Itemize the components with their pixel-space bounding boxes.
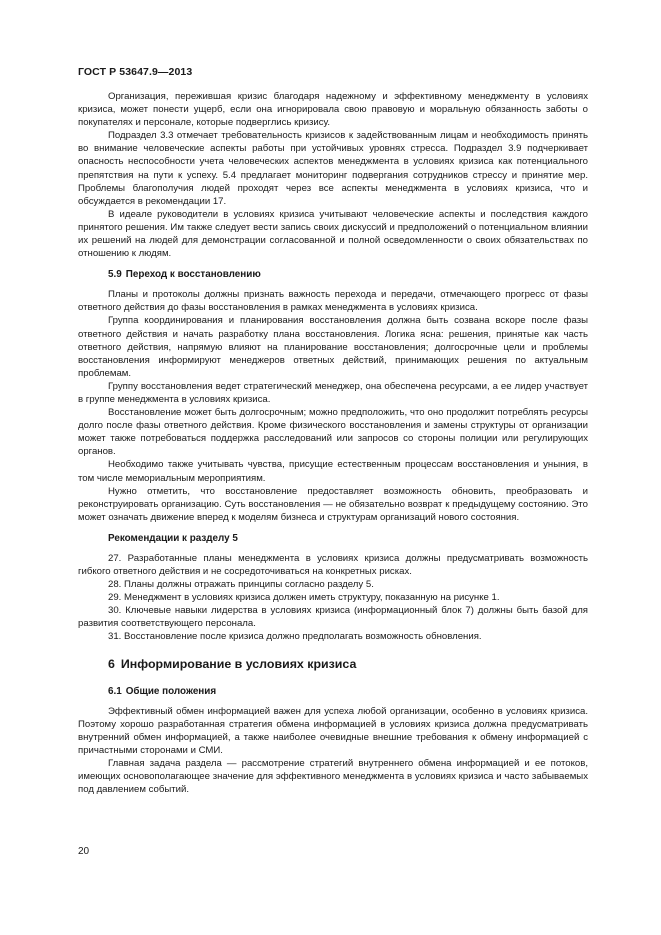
section-heading bbox=[78, 657, 588, 672]
paragraph: 29. Менеджмент в условиях кризиса должен иметь структуру, показанную на рисунке 1. bbox=[108, 592, 500, 604]
page-number: 20 bbox=[78, 846, 90, 857]
document-body bbox=[78, 90, 588, 796]
paragraph: Подраздел 3.3 отмечает требовательность кризисов к задействованным лицам и необходимость принять во внимание человеческие аспекты работы при устойчивых уровнях стресса. Подраздел 3.9 подчеркивает опасность неспособности учета человеческих аспектов менеджмента в условиях кризиса как потенциального препятствия на пути к успеху. 5.4 предлагает мониторинг подвергания сотрудников стрессу и принятие мер. Проблемы благополучия людей проходят через все аспекты менеджмента в условиях кризиса, что и обсуждается в рекомендации 17. bbox=[78, 130, 588, 207]
paragraph: В идеале руководители в условиях кризиса учитывают человеческие аспекты и последствия каждого принятого решения. Им также следует вести запись своих дискуссий и предположений о потенциальном влиянии их решений на людей для демонстрации согласованной и полной осведомленности о своих обязательствах по отношению к людям. bbox=[78, 208, 588, 260]
paragraph: 28. Планы должны отражать принципы согласно разделу 5. bbox=[108, 579, 374, 591]
paragraph: Нужно отметить, что восстановление предоставляет возможность обновить, преобразовать и реконструировать организацию. Суть восстановления — не обязательно возврат к предыдущему состоянию. Это может означать движение вперед к моделям бизнеса и структурам организаций нового состояния. bbox=[78, 485, 588, 523]
paragraph: Планы и протоколы должны признать важность перехода и передачи, отмечающего прогресс от фазы ответного действия до фазы восстановления в рамках менеджмента в условиях кризиса. bbox=[78, 289, 588, 314]
paragraph: 27. Разработанные планы менеджмента в условиях кризиса должны предусматривать возможность гибкого ответного действия и не сосредоточиваться на конкретных рисках. bbox=[78, 552, 588, 577]
subsection-heading bbox=[78, 685, 588, 698]
paragraph: Необходимо также учитывать чувства, присущие естественным процессам восстановления и уныния, в том числе мемориальным мероприятиям. bbox=[78, 459, 588, 484]
document-header: ГОСТ Р 53647.9—2013 bbox=[78, 66, 193, 78]
subsection-heading bbox=[78, 532, 588, 545]
heading-text: Общие положения bbox=[125, 685, 217, 697]
heading-text: Информирование в условиях кризиса bbox=[120, 656, 357, 671]
paragraph: Главная задача раздела — рассмотрение стратегий внутреннего обмена информацией и ее потоков, имеющих основополагающее значение для эффективного менеджмента в условиях кризиса и часто забываемых под давлением событий. bbox=[78, 757, 588, 796]
paragraph: Организация, пережившая кризис благодаря надежному и эффективному менеджменту в условиях кризиса, может понести ущерб, если она игнорировала свою правовую и моральную обязанность заботы о покупателях и персонале, которые подверглись кризису. bbox=[78, 91, 588, 129]
subsection-heading bbox=[78, 268, 588, 281]
paragraph: 30. Ключевые навыки лидерства в условиях кризиса (информационный блок 7) должны быть базой для развития соответствующего персонала. bbox=[78, 605, 588, 630]
heading-number: 6 bbox=[108, 656, 115, 671]
paragraph: Группа координирования и планирования восстановления должна быть созвана вскоре после фазы ответного действия и начать разработку плана восстановления. Логика ясна: решения, принятые как часть ответного действия, напрямую влияют на планирование восстановления; долгосрочные цели и проблемы восстановления информируют менеджеров ответных действий, принимающих решения по актуальным проблемам. bbox=[78, 315, 588, 379]
paragraph: 31. Восстановление после кризиса должно предполагать возможность обновления. bbox=[108, 631, 482, 643]
paragraph: Группу восстановления ведет стратегический менеджер, она обеспечена ресурсами, а ее лидер участвует в группе менеджмента в условиях кризиса. bbox=[78, 380, 588, 405]
paragraph: Восстановление может быть долгосрочным; можно предположить, что оно продолжит потреблять ресурсы долго после фазы ответного действия. Кроме физического восстановления и замены структуры от организации может также потребоваться поддержка расследований или запросов со стороны полиции или регулирующих органов. bbox=[78, 407, 588, 458]
heading-text: Рекомендации к разделу 5 bbox=[108, 532, 238, 544]
heading-number: 5.9 bbox=[108, 269, 122, 281]
heading-text: Переход к восстановлению bbox=[125, 269, 261, 281]
paragraph: Эффективный обмен информацией важен для успеха любой организации, особенно в условиях кризиса. Поэтому хорошо разработанная стратегия обмена информацией в условиях кризиса должна предусматривать внутренний обмен информацией, а также наиболее очевидные внешние требования к обмену информацией с причастными сторонами и СМИ. bbox=[78, 705, 588, 756]
heading-number: 6.1 bbox=[108, 685, 122, 697]
